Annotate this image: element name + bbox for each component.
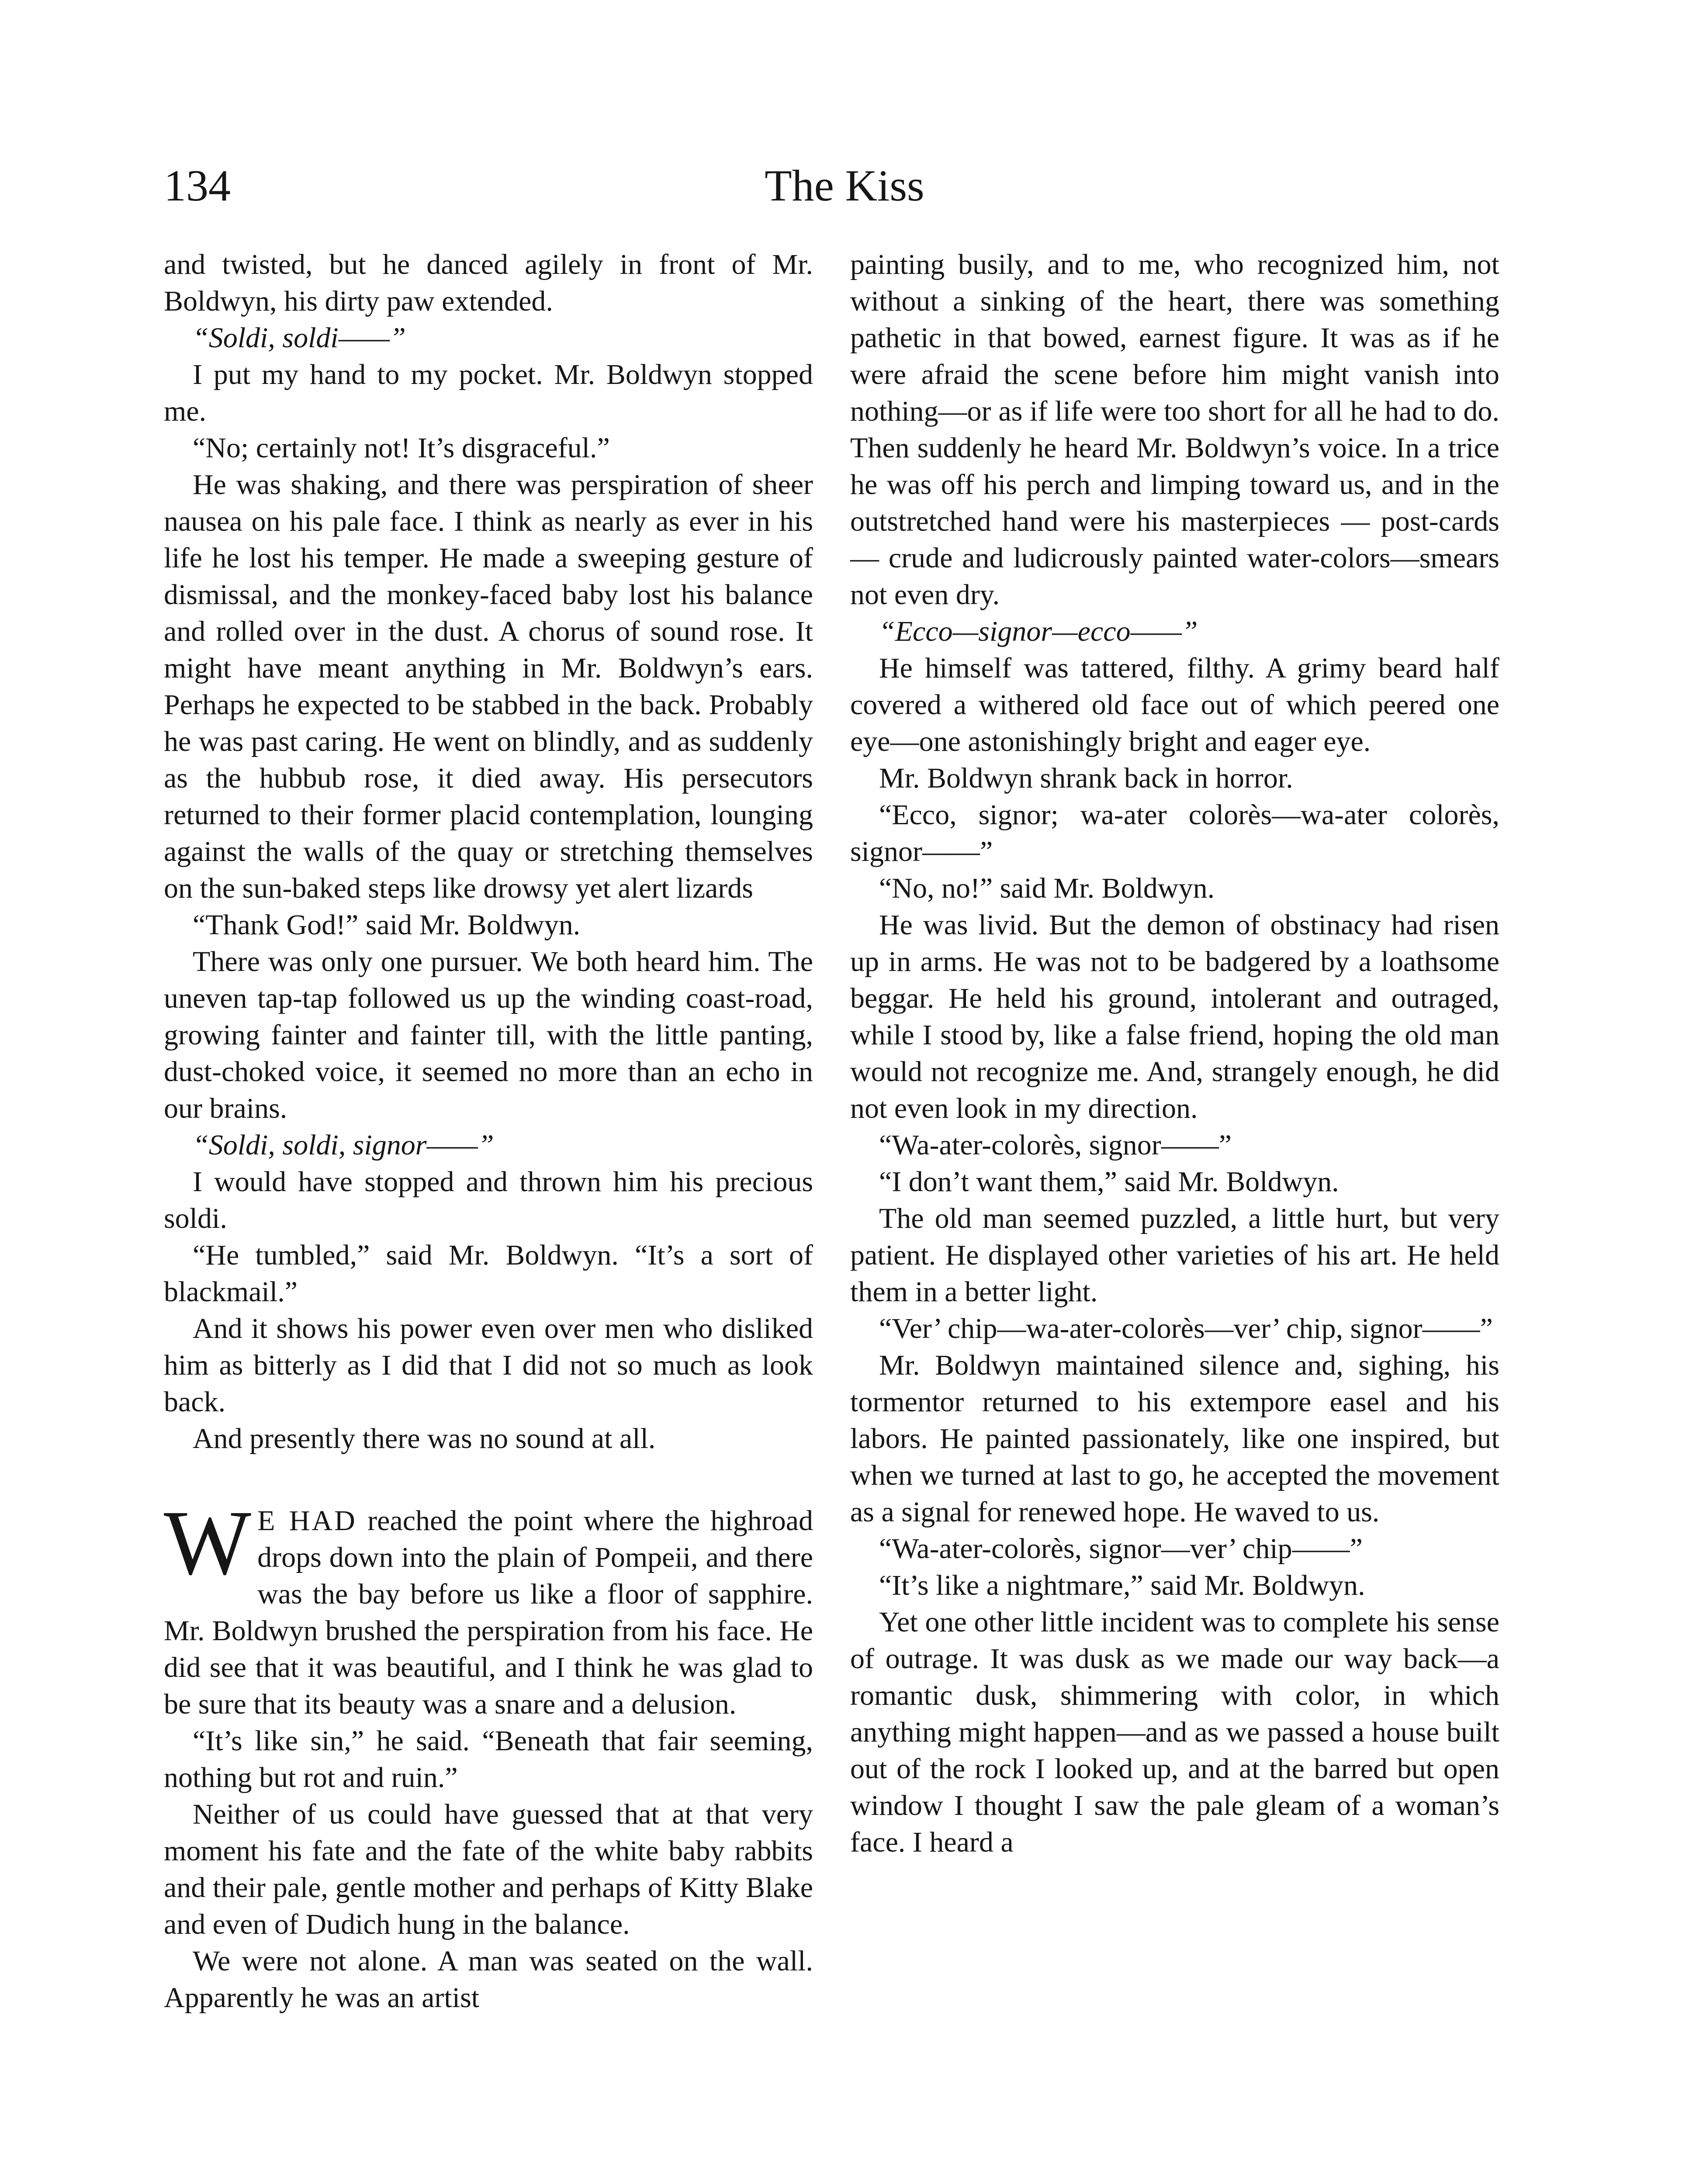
italic-dialogue: “Soldi, soldi——”	[193, 322, 406, 354]
paragraph: Mr. Boldwyn maintained silence and, sighing, his tormentor returned to his extempore easel and his labors. He painted passionately, like one inspired, but when we turned at last to go, he accepted the movement as a signal for renewed hope. He waved to us.	[850, 1349, 1499, 1528]
paragraph	[164, 1127, 813, 1164]
paragraph: “No, no!” said Mr. Boldwyn.	[879, 872, 1215, 904]
paragraph: “Ver’ chip—wa-ater-colorès—ver’ chip, signor——”	[879, 1313, 1493, 1344]
page-header	[0, 156, 1689, 217]
right-column	[850, 246, 1499, 1861]
paragraph: The old man seemed puzzled, a little hurt, but very patient. He displayed other varieties of his art. He held them in a better light.	[850, 1203, 1499, 1308]
paragraph: painting busily, and to me, who recognized him, not without a sinking of the heart, there was something pathetic in that bowed, earnest figure. It was as if he were afraid the scene before him might vanish into nothing—or as if life were too short for all he had to do. Then suddenly he heard Mr. Boldwyn’s voice. In a trice he was off his perch and limping toward us, and in the outstretched hand were his masterpieces — post-cards — crude and ludicrously painted water-colors—smears not even dry.	[850, 249, 1499, 611]
paragraph	[850, 613, 1499, 650]
paragraph: “Wa-ater-colorès, signor——”	[879, 1129, 1232, 1161]
lead-in: E HAD	[257, 1505, 357, 1537]
paragraph: and twisted, but he danced agilely in front of Mr. Boldwyn, his dirty paw extended.	[164, 249, 813, 317]
paragraph: And it shows his power even over men who disliked him as bitterly as I did that I did not so much as look back.	[164, 1313, 813, 1418]
paragraph: “It’s like sin,” he said. “Beneath that fair seeming, nothing but rot and ruin.”	[164, 1725, 813, 1794]
paragraph: Mr. Boldwyn shrank back in horror.	[879, 762, 1293, 794]
paragraph: We were not alone. A man was seated on the wall. Apparently he was an artist	[164, 1945, 813, 2014]
paragraph: He was shaking, and there was perspiration of sheer nausea on his pale face. I think as nearly as ever in his life he lost his temper. He made a sweeping gesture of dismissal, and the monkey-faced baby lost his balance and rolled over in the dust. A chorus of sound rose. It might have meant anything in Mr. Boldwyn’s ears. Perhaps he expected to be stabbed in the back. Probably he was past caring. He went on blindly, and as suddenly as the hubbub rose, it died away. His persecutors returned to their former placid contemplation, lounging against the walls of the quay or stretching themselves on the sun-baked steps like drowsy yet alert lizards	[164, 469, 813, 904]
italic-dialogue: “Soldi, soldi, signor——”	[193, 1129, 494, 1161]
paragraph: There was only one pursuer. We both heard him. The uneven tap-tap followed us up the winding coast-road, growing fainter and fainter till, with the little panting, dust-choked voice, it seemed no more than an echo in our brains.	[164, 946, 813, 1124]
paragraph: “He tumbled,” said Mr. Boldwyn. “It’s a sort of blackmail.”	[164, 1239, 813, 1308]
paragraph: “Thank God!” said Mr. Boldwyn.	[193, 909, 581, 941]
paragraph: And presently there was no sound at all.	[193, 1423, 656, 1455]
left-column	[164, 246, 813, 2016]
running-title: The Kiss	[765, 161, 924, 211]
paragraph: Yet one other little incident was to complete his sense of outrage. It was dusk as we made our way back—a romantic dusk, shimmering with color, in which anything might happen—and as we passed a house built out of the rock I looked up, and at the barred but open window I thought I saw the pale gleam of a woman’s face. I heard a	[850, 1606, 1499, 1858]
paragraph: “Wa-ater-colorès, signor—ver’ chip——”	[879, 1533, 1363, 1565]
paragraph: Neither of us could have guessed that at that very moment his fate and the fate of the white baby rabbits and their pale, gentle mother and perhaps of Kitty Blake and even of Dudich hung in the balance.	[164, 1798, 813, 1940]
paragraph: I put my hand to my pocket. Mr. Boldwyn stopped me.	[164, 359, 813, 427]
paragraph: “I don’t want them,” said Mr. Boldwyn.	[879, 1166, 1339, 1198]
paragraph: “No; certainly not! It’s disgraceful.”	[193, 432, 610, 464]
paragraph	[164, 320, 813, 356]
page-number: 134	[164, 161, 231, 211]
paragraph: “Ecco, signor; wa-ater colorès—wa-ater colorès, signor——”	[850, 799, 1499, 867]
paragraph: I would have stopped and thrown him his precious soldi.	[164, 1166, 813, 1234]
drop-cap: W	[164, 1491, 252, 1594]
paragraph: “It’s like a nightmare,” said Mr. Boldwyn.	[879, 1569, 1365, 1601]
paragraph: He himself was tattered, filthy. A grimy beard half covered a withered old face out of which peered one eye—one astonishingly bright and eager eye.	[850, 652, 1499, 757]
section-opening-paragraph	[164, 1491, 813, 1723]
italic-dialogue: “Ecco—signor—ecco——”	[879, 615, 1198, 647]
paragraph-text: reached the point where the highroad drops down into the plain of Pompeii, and there was the bay before us like a floor of sapphire. Mr. Boldwyn brushed the perspiration from his face. He did see that it was beautiful, and I think he was glad to be sure that its beauty was a snare and a delusion.	[164, 1505, 813, 1720]
paragraph: He was livid. But the demon of obstinacy had risen up in arms. He was not to be badgered by a loathsome beggar. He held his ground, intolerant and outraged, while I stood by, like a false friend, hoping the old man would not recognize me. And, strangely enough, he did not even look in my direction.	[850, 909, 1499, 1124]
